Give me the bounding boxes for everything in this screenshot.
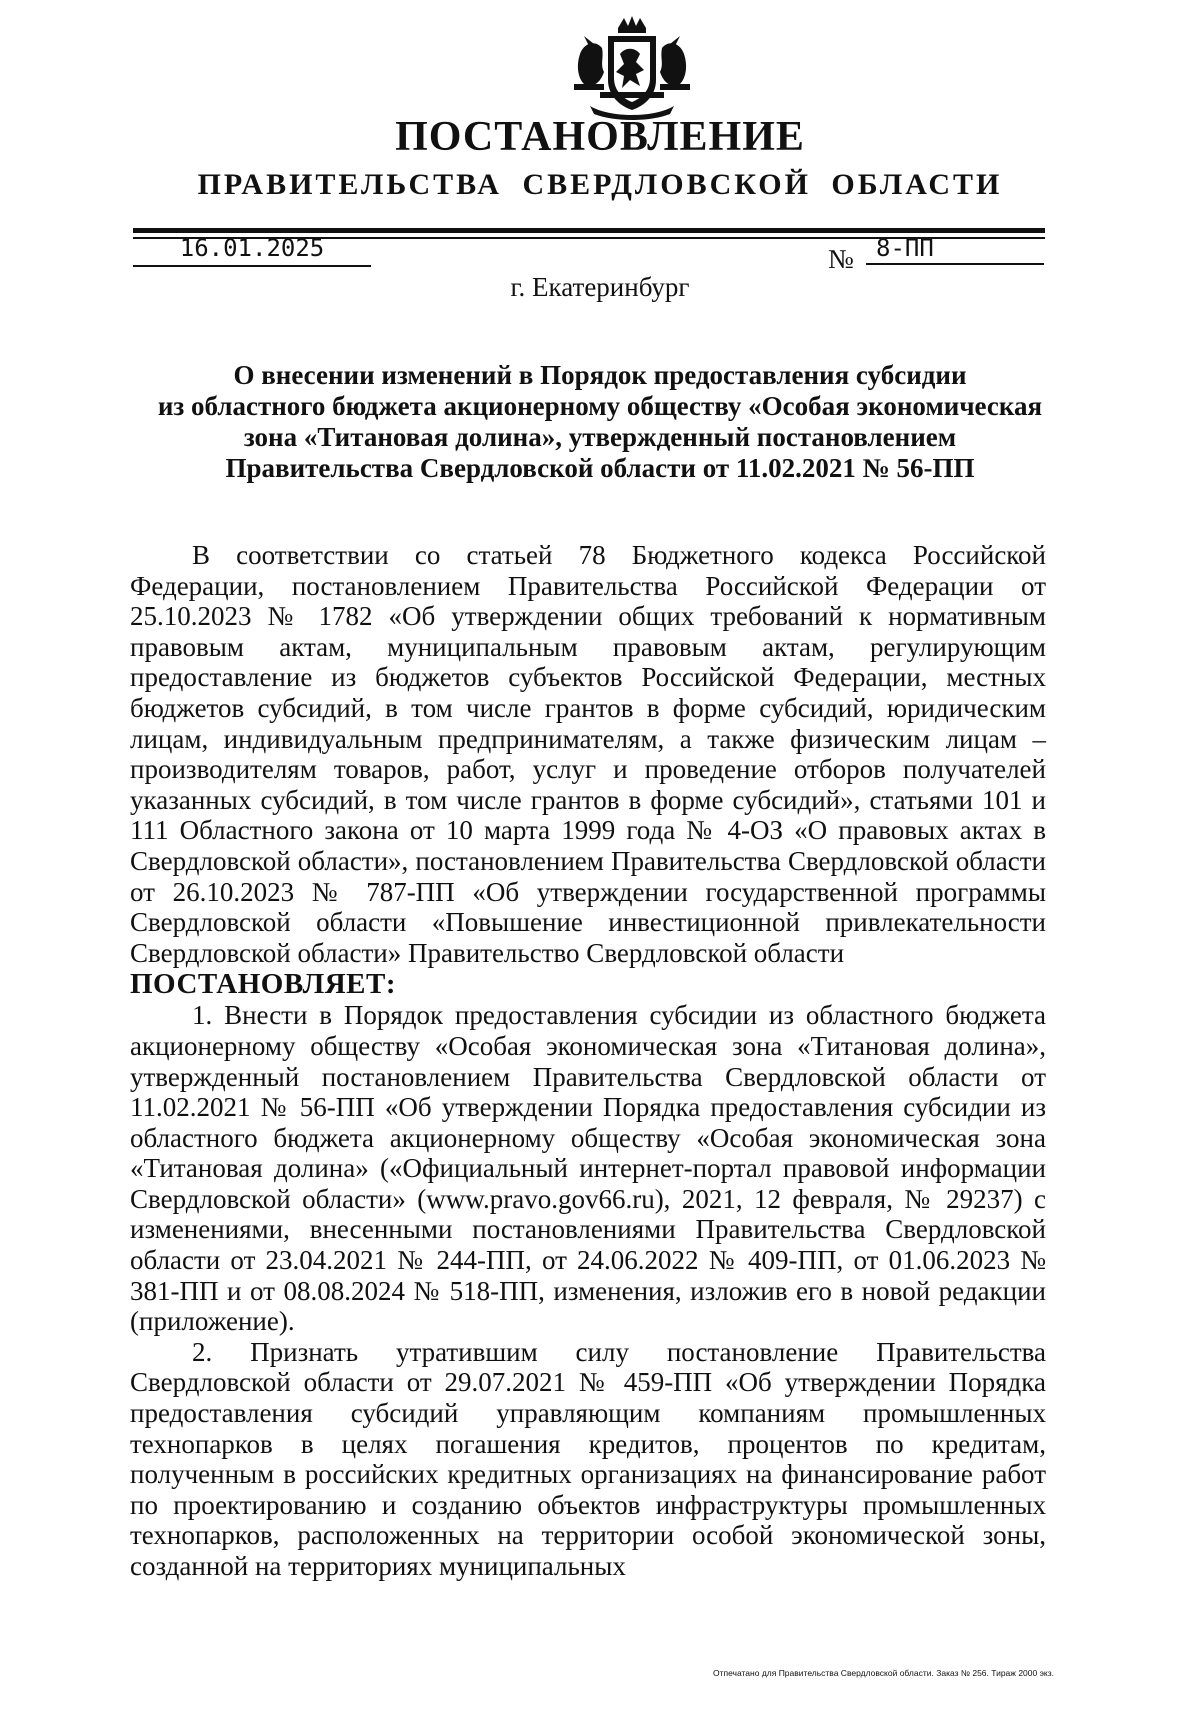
document-issuer: ПРАВИТЕЛЬСТВА СВЕРДЛОВСКОЙ ОБЛАСТИ [197, 168, 1003, 201]
resolves-keyword: ПОСТАНОВЛЯЕТ: [130, 968, 396, 1001]
city: г. Екатеринбург [510, 272, 690, 302]
number-label: № [828, 244, 854, 274]
document-title: ПОСТАНОВЛЕНИЕ [395, 114, 805, 160]
coat-of-arms-emblem [570, 14, 694, 122]
resolution-heading [140, 360, 1060, 484]
paragraph-item-1: 1. Внести в Порядок предоставления субсидии из областного бюджета акционерному обществу «Особая экономическая зона «Титановая долина», утвержденный постановлением Правительства Свердловской области от 11.02.2021 № 56-ПП «Об утверждении Порядка предоставления субсидии из областного бюджета акционерному обществу «Особая экономическая зона «Титановая долина» («Официальный интернет-портал правовой информации Свердловской области» (www.pravo.gov66.ru), 2021, 12 февраля, № 29237) с изменениями, внесенными постановлениями Правительства Свердловской области от 23.04.2021 № 244-ПП, от 24.06.2022 № 409-ПП, от 01.06.2023 № 381-ПП и от 08.08.2024 № 518-ПП, изменения, изложив его в новой редакции (приложение). [130, 1000, 1046, 1337]
document-number: 8-ПП [866, 232, 1044, 265]
document-date: 16.01.2025 [133, 232, 371, 267]
heading-line: зона «Титановая долина», утвержденный постановлением [243, 422, 957, 452]
heading-line: из областного бюджета акционерному обществу «Особая экономическая [157, 391, 1043, 421]
preamble-paragraph: В соответствии со статьей 78 Бюджетного кодекса Российской Федерации, постановлением Правительства Российской Федерации от 25.10.2023 № 1782 «Об утверждении общих требований к нормативным правовым актам, муниципальным правовым актам, регулирующим предоставление из бюджетов субъектов Российской Федерации, местных бюджетов субсидий, в том числе грантов в форме субсидий, юридическим лицам, индивидуальным предпринимателям, а также физическим лицам – производителям товаров, работ, услуг и проведение отборов получателей указанных субсидий, в том числе грантов в форме субсидий», статьями 101 и 111 Областного закона от 10 марта 1999 года № 4-ОЗ «О правовых актах в Свердловской области», постановлением Правительства Свердловской области от 26.10.2023 № 787-ПП «Об утверждении государственной программы Свердловской области «Повышение инвестиционной привлекательности Свердловской области» Правительство Свердловской области [130, 540, 1046, 968]
heading-line: О внесении изменений в Порядок предоставления субсидии [233, 360, 967, 390]
paragraph-item-2: 2. Признать утратившим силу постановление Правительства Свердловской области от 29.07.2021 № 459-ПП «Об утверждении Порядка предоставления субсидий управляющим компаниям промышленных технопарков в целях погашения кредитов, процентов по кредитам, полученным в российских кредитных организациях на финансирование работ по проектированию и созданию объектов инфраструктуры промышленных технопарков, расположенных на территории особой экономической зоны, созданной на территориях муниципальных [130, 1336, 1046, 1581]
print-note: Отпечатано для Правительства Свердловской области. Заказ № 256. Тираж 2000 экз. [712, 1668, 1054, 1678]
document-body [130, 540, 1046, 1582]
heading-line: Правительства Свердловской области от 11.02.2021 № 56-ПП [225, 453, 975, 483]
